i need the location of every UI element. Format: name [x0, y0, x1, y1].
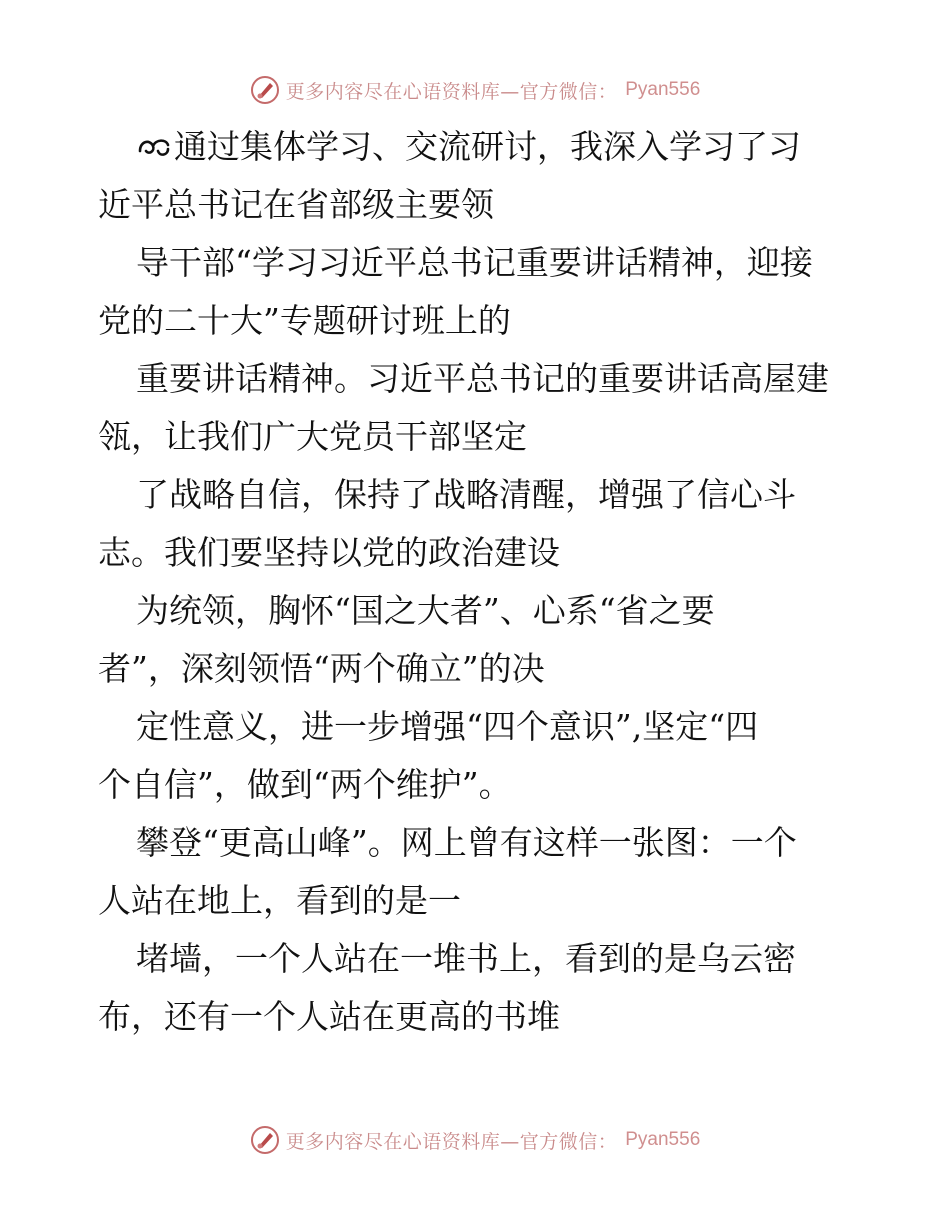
watermark-text: 更多内容尽在心语资料库—官方微信： — [285, 1130, 618, 1153]
ink-pen-logo-icon — [250, 75, 280, 105]
header-watermark — [0, 70, 950, 110]
decorative-flourish-bullet-icon — [136, 131, 172, 161]
paragraph-line: 人站在地上，看到的是一 — [98, 881, 461, 920]
paragraph-line: 堵墙，一个人站在一堆书上，看到的是乌云密 — [136, 939, 796, 978]
watermark-handle: Pyan556 — [625, 79, 701, 100]
paragraph-line: 攀登“更高山峰”。网上曾有这样一张图：一个 — [136, 823, 797, 862]
footer-watermark — [0, 1120, 950, 1160]
paragraph-line: 者”，深刻领悟“两个确立”的决 — [98, 649, 545, 688]
paragraph-line: 近平总书记在省部级主要领 — [98, 185, 494, 224]
paragraph-line: 瓴，让我们广大党员干部坚定 — [98, 417, 527, 456]
paragraph-line: 导干部“学习习近平总书记重要讲话精神，迎接 — [136, 243, 813, 282]
paragraph-line: 了战略自信，保持了战略清醒，增强了信心斗 — [136, 475, 796, 514]
watermark-text: 更多内容尽在心语资料库—官方微信： — [285, 80, 618, 103]
paragraph-line: 重要讲话精神。习近平总书记的重要讲话高屋建 — [136, 359, 829, 398]
paragraph-line: 个自信”，做到“两个维护”。 — [98, 765, 512, 804]
paragraph-text: 通过集体学习、交流研讨，我深入学习了习 — [174, 127, 801, 166]
ink-pen-logo-icon — [250, 1125, 280, 1155]
watermark-handle: Pyan556 — [625, 1129, 701, 1150]
paragraph-line: 为统领，胸怀“国之大者”、心系“省之要 — [136, 591, 715, 630]
paragraph-line: 布，还有一个人站在更高的书堆 — [98, 997, 560, 1036]
document-body — [98, 118, 858, 1046]
paragraph-line: 党的二十大”专题研讨班上的 — [98, 301, 511, 340]
paragraph-line — [98, 118, 858, 176]
paragraph-line: 志。我们要坚持以党的政治建设 — [98, 533, 560, 572]
paragraph-line: 定性意义，进一步增强“四个意识”,坚定“四 — [136, 707, 759, 746]
